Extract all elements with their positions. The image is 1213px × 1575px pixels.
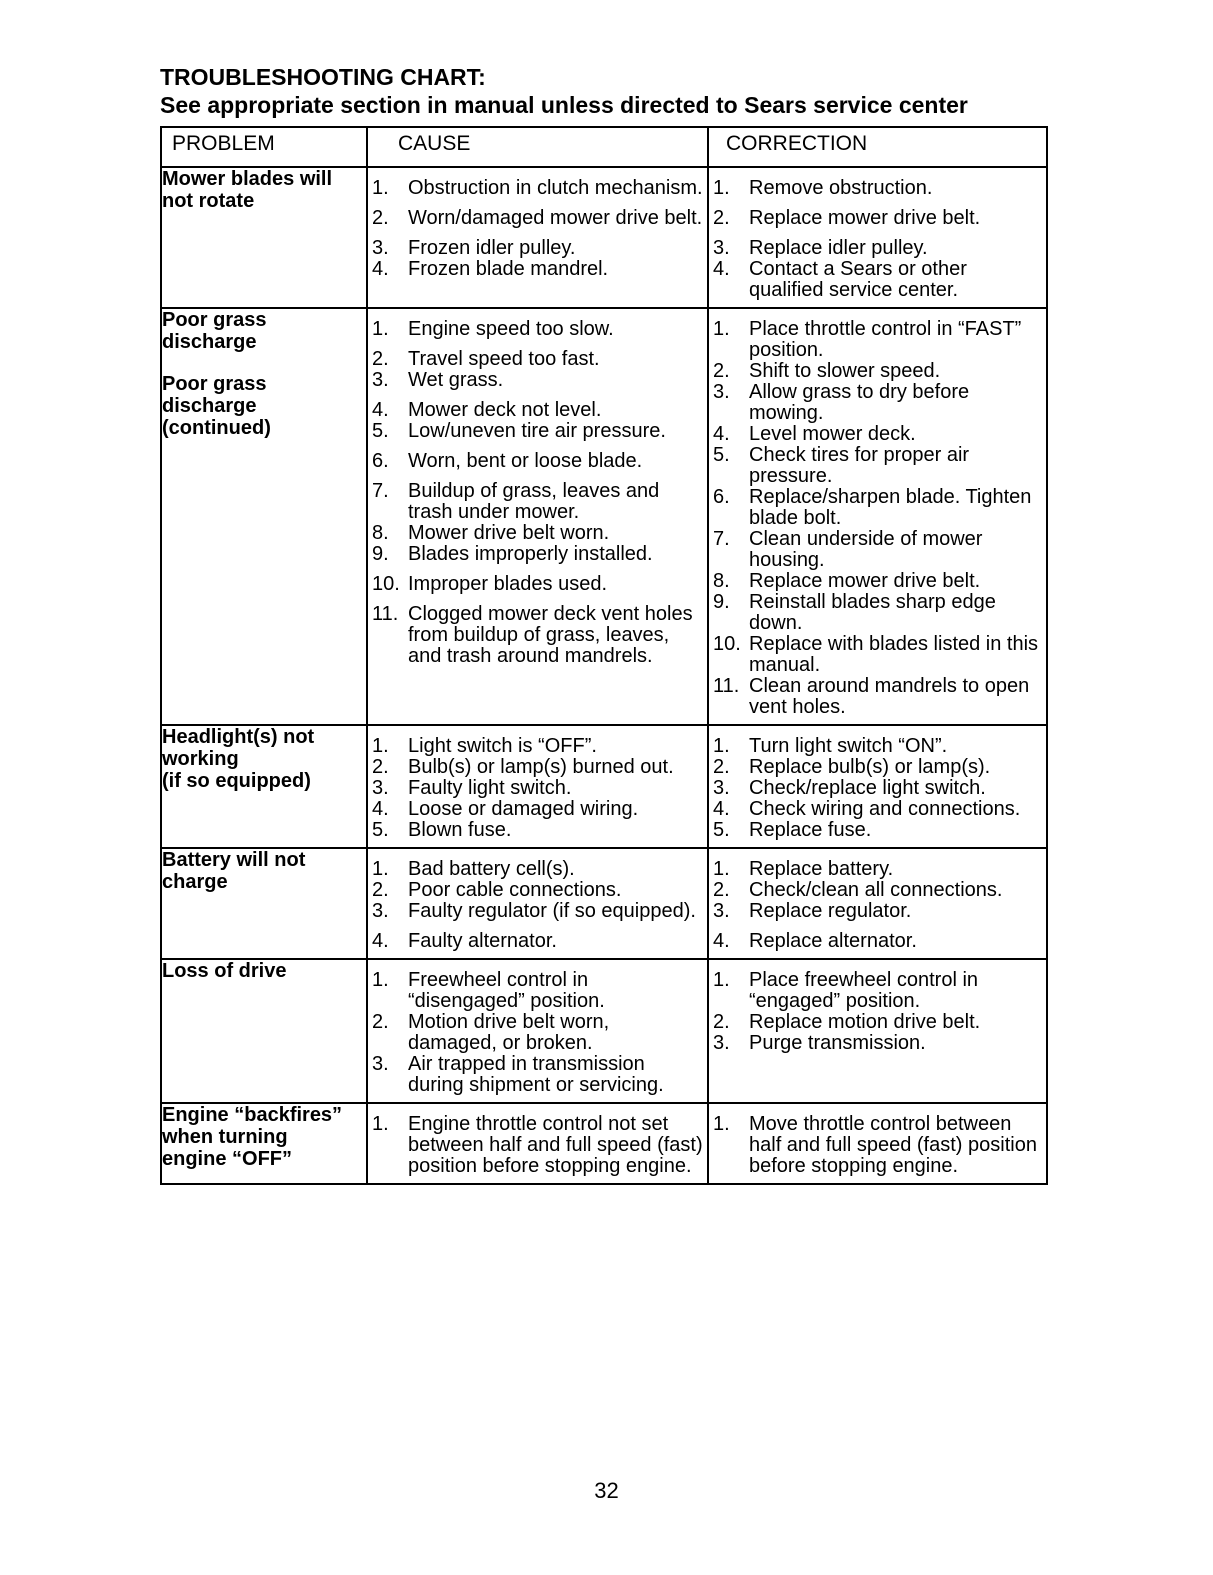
correction-item — [709, 259, 1046, 301]
item-number: 3. — [372, 369, 389, 391]
cause-item — [368, 901, 707, 922]
problem-text: Engine “backfires” — [162, 1104, 343, 1126]
item-text: Loose or damaged wiring. — [408, 798, 639, 820]
cause-item — [368, 208, 707, 229]
item-number: 3. — [372, 1053, 389, 1075]
table-row — [161, 959, 1047, 1103]
cause-item — [368, 820, 707, 841]
correction-item — [709, 901, 1046, 922]
cause-item — [368, 451, 707, 472]
item-text: Freewheel control in “disengaged” position. — [408, 969, 605, 1012]
item-text: Frozen blade mandrel. — [408, 258, 609, 280]
item-number: 1. — [372, 177, 389, 199]
item-number: 2. — [372, 756, 389, 778]
item-number: 4. — [713, 798, 730, 820]
item-text: Replace motion drive belt. — [749, 1011, 981, 1033]
cause-cell — [367, 308, 708, 725]
cause-item — [368, 736, 707, 757]
item-text: Shift to slower speed. — [749, 360, 941, 382]
item-text: Bad battery cell(s). — [408, 858, 575, 880]
item-number: 2. — [372, 879, 389, 901]
item-text: Mower drive belt worn. — [408, 522, 610, 544]
item-number: 1. — [713, 858, 730, 880]
item-text: Wet grass. — [408, 369, 504, 391]
item-number: 8. — [713, 570, 730, 592]
cause-item — [368, 1054, 707, 1096]
correction-item — [709, 592, 1046, 634]
item-number: 7. — [372, 480, 389, 502]
table-row — [161, 308, 1047, 725]
item-number: 2. — [713, 360, 730, 382]
item-text: Replace battery. — [749, 858, 894, 880]
correction-item — [709, 487, 1046, 529]
item-text: Blown fuse. — [408, 819, 512, 841]
item-text: Check/clean all connections. — [749, 879, 1003, 901]
item-text: Bulb(s) or lamp(s) burned out. — [408, 756, 674, 778]
cause-item — [368, 757, 707, 778]
item-text: Replace regulator. — [749, 900, 912, 922]
item-text: Place throttle control in “FAST” position. — [749, 318, 1022, 361]
item-text: Purge transmission. — [749, 1032, 926, 1054]
item-number: 2. — [372, 348, 389, 370]
cause-item — [368, 859, 707, 880]
item-text: Replace fuse. — [749, 819, 872, 841]
item-text: Allow grass to dry before mowing. — [749, 381, 970, 424]
correction-cell — [708, 308, 1047, 725]
item-text: Remove obstruction. — [749, 177, 933, 199]
item-number: 1. — [372, 858, 389, 880]
item-text: Faulty light switch. — [408, 777, 572, 799]
item-number: 10. — [372, 573, 400, 595]
item-text: Replace with blades listed in this manual. — [749, 633, 1039, 676]
problem-text: discharge — [162, 331, 257, 353]
item-number: 10. — [713, 633, 741, 655]
item-text: Light switch is “OFF”. — [408, 735, 597, 757]
item-number: 8. — [372, 522, 389, 544]
item-number: 3. — [372, 237, 389, 259]
item-number: 4. — [372, 798, 389, 820]
correction-item — [709, 178, 1046, 199]
item-text: Engine throttle control not set between half and full speed (fast) position before stopping engine. — [408, 1113, 703, 1177]
problem-cell — [161, 1103, 367, 1184]
item-number: 11. — [713, 675, 740, 697]
item-text: Buildup of grass, leaves and trash under mower. — [408, 480, 660, 523]
item-text: Contact a Sears or other qualified service center. — [749, 258, 967, 301]
item-number: 5. — [372, 420, 389, 442]
cause-item — [368, 370, 707, 391]
item-number: 1. — [713, 969, 730, 991]
cause-item — [368, 574, 707, 595]
correction-item — [709, 970, 1046, 1012]
correction-item — [709, 571, 1046, 592]
cause-cell — [367, 848, 708, 959]
page-number: 32 — [594, 1478, 619, 1503]
header-cause: CAUSE — [367, 127, 708, 167]
item-text: Clean around mandrels to open vent holes. — [749, 675, 1030, 718]
correction-item — [709, 931, 1046, 952]
correction-item — [709, 859, 1046, 880]
problem-text: Headlight(s) not — [162, 726, 315, 748]
item-text: Motion drive belt worn, damaged, or broken. — [408, 1011, 610, 1054]
problem-text: Battery will not — [162, 849, 306, 871]
item-number: 3. — [713, 381, 730, 403]
table-row — [161, 1103, 1047, 1184]
item-number: 3. — [713, 777, 730, 799]
table-header-row — [161, 127, 1047, 167]
item-number: 11. — [372, 603, 399, 625]
item-number: 3. — [713, 1032, 730, 1054]
item-number: 2. — [713, 1011, 730, 1033]
item-text: Worn, bent or loose blade. — [408, 450, 643, 472]
item-text: Engine speed too slow. — [408, 318, 614, 340]
correction-cell — [708, 1103, 1047, 1184]
item-text: Mower deck not level. — [408, 399, 602, 421]
problem-text: charge — [162, 871, 228, 893]
cause-item — [368, 400, 707, 421]
table-row — [161, 167, 1047, 308]
correction-item — [709, 736, 1046, 757]
item-text: Check tires for proper air pressure. — [749, 444, 970, 487]
item-number: 1. — [713, 177, 730, 199]
item-text: Check/replace light switch. — [749, 777, 986, 799]
correction-item — [709, 529, 1046, 571]
cause-item — [368, 319, 707, 340]
item-number: 1. — [713, 1113, 730, 1135]
correction-item — [709, 361, 1046, 382]
correction-item — [709, 445, 1046, 487]
item-number: 1. — [372, 735, 389, 757]
cause-item — [368, 544, 707, 565]
item-text: Check wiring and connections. — [749, 798, 1021, 820]
correction-item — [709, 1012, 1046, 1033]
problem-text — [162, 353, 366, 373]
cause-item — [368, 778, 707, 799]
troubleshooting-table — [160, 126, 1048, 1185]
item-text: Air trapped in transmission during shipment or servicing. — [408, 1053, 664, 1096]
correction-item — [709, 880, 1046, 901]
cause-item — [368, 178, 707, 199]
item-number: 2. — [713, 756, 730, 778]
cause-cell — [367, 167, 708, 308]
correction-item — [709, 1114, 1046, 1177]
cause-item — [368, 421, 707, 442]
item-text: Obstruction in clutch mechanism. — [408, 177, 703, 199]
cause-item — [368, 259, 707, 280]
item-number: 4. — [372, 930, 389, 952]
cause-item — [368, 799, 707, 820]
item-text: Improper blades used. — [408, 573, 608, 595]
page-title: TROUBLESHOOTING CHART: — [160, 64, 486, 90]
problem-text: Mower blades will — [162, 168, 333, 190]
problem-text: Poor grass — [162, 309, 267, 331]
item-text: Poor cable connections. — [408, 879, 622, 901]
item-number: 2. — [372, 1011, 389, 1033]
item-number: 4. — [713, 423, 730, 445]
cause-item — [368, 880, 707, 901]
item-text: Replace/sharpen blade. Tighten blade bolt. — [749, 486, 1032, 529]
correction-item — [709, 1033, 1046, 1054]
item-text: Replace alternator. — [749, 930, 917, 952]
item-number: 4. — [713, 258, 730, 280]
item-text: Replace idler pulley. — [749, 237, 928, 259]
cause-item — [368, 970, 707, 1012]
item-number: 7. — [713, 528, 730, 550]
correction-cell — [708, 959, 1047, 1103]
problem-text: Loss of drive — [162, 960, 287, 982]
correction-cell — [708, 725, 1047, 848]
page-subtitle: See appropriate section in manual unless directed to Sears service center — [160, 92, 968, 118]
correction-cell — [708, 167, 1047, 308]
cause-item — [368, 604, 707, 667]
item-text: Clean underside of mower housing. — [749, 528, 983, 571]
cause-item — [368, 1114, 707, 1177]
item-number: 1. — [372, 969, 389, 991]
table-row — [161, 725, 1047, 848]
item-number: 3. — [372, 900, 389, 922]
table-row — [161, 848, 1047, 959]
item-text: Clogged mower deck vent holes from buildup of grass, leaves, and trash around mandrels. — [408, 603, 693, 667]
item-text: Replace bulb(s) or lamp(s). — [749, 756, 991, 778]
problem-text: engine “OFF” — [162, 1148, 292, 1170]
item-number: 3. — [372, 777, 389, 799]
cause-cell — [367, 1103, 708, 1184]
cause-cell — [367, 959, 708, 1103]
header-problem: PROBLEM — [161, 127, 367, 167]
correction-item — [709, 778, 1046, 799]
problem-text: when turning — [162, 1126, 288, 1148]
problem-text: Poor grass — [162, 373, 267, 395]
item-number: 2. — [372, 207, 389, 229]
problem-text: (if so equipped) — [162, 770, 311, 792]
cause-item — [368, 523, 707, 544]
problem-cell — [161, 725, 367, 848]
item-number: 1. — [372, 1113, 389, 1135]
correction-cell — [708, 848, 1047, 959]
item-text: Replace mower drive belt. — [749, 570, 981, 592]
item-text: Faulty regulator (if so equipped). — [408, 900, 696, 922]
problem-text: discharge — [162, 395, 257, 417]
item-number: 4. — [713, 930, 730, 952]
item-number: 2. — [713, 879, 730, 901]
problem-cell — [161, 308, 367, 725]
item-text: Move throttle control between half and full speed (fast) position before stopping engine. — [749, 1113, 1037, 1177]
item-text: Level mower deck. — [749, 423, 916, 445]
item-number: 4. — [372, 399, 389, 421]
item-text: Worn/damaged mower drive belt. — [408, 207, 703, 229]
item-text: Travel speed too fast. — [408, 348, 600, 370]
item-text: Blades improperly installed. — [408, 543, 653, 565]
correction-item — [709, 238, 1046, 259]
item-number: 9. — [372, 543, 389, 565]
item-number: 9. — [713, 591, 730, 613]
correction-item — [709, 208, 1046, 229]
problem-text: (continued) — [162, 417, 271, 439]
item-number: 1. — [372, 318, 389, 340]
item-number: 5. — [713, 444, 730, 466]
problem-cell — [161, 848, 367, 959]
cause-cell — [367, 725, 708, 848]
correction-item — [709, 820, 1046, 841]
item-text: Replace mower drive belt. — [749, 207, 981, 229]
correction-item — [709, 757, 1046, 778]
problem-cell — [161, 167, 367, 308]
cause-item — [368, 1012, 707, 1054]
correction-item — [709, 799, 1046, 820]
item-number: 1. — [713, 735, 730, 757]
cause-item — [368, 931, 707, 952]
correction-item — [709, 382, 1046, 424]
item-text: Faulty alternator. — [408, 930, 557, 952]
correction-item — [709, 424, 1046, 445]
item-number: 2. — [713, 207, 730, 229]
correction-item — [709, 319, 1046, 361]
item-text: Low/uneven tire air pressure. — [408, 420, 666, 442]
header-correction: CORRECTION — [708, 127, 1047, 167]
item-number: 5. — [372, 819, 389, 841]
problem-text: working — [162, 748, 239, 770]
problem-text: not rotate — [162, 190, 255, 212]
problem-cell — [161, 959, 367, 1103]
item-text: Place freewheel control in “engaged” position. — [749, 969, 979, 1012]
item-text: Turn light switch “ON”. — [749, 735, 948, 757]
item-number: 3. — [713, 900, 730, 922]
cause-item — [368, 238, 707, 259]
cause-item — [368, 481, 707, 523]
item-text: Reinstall blades sharp edge down. — [749, 591, 996, 634]
item-number: 1. — [713, 318, 730, 340]
cause-item — [368, 349, 707, 370]
item-text: Frozen idler pulley. — [408, 237, 576, 259]
correction-item — [709, 676, 1046, 718]
item-number: 6. — [713, 486, 730, 508]
item-number: 5. — [713, 819, 730, 841]
item-number: 6. — [372, 450, 389, 472]
item-number: 3. — [713, 237, 730, 259]
correction-item — [709, 634, 1046, 676]
item-number: 4. — [372, 258, 389, 280]
